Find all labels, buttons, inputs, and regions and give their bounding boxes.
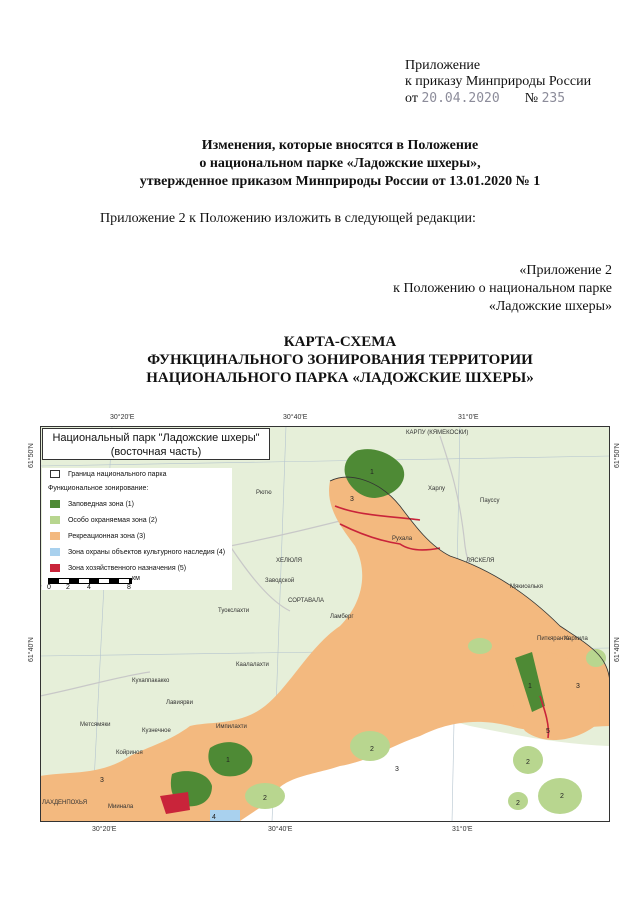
place-lambert: Ламберг: [330, 614, 354, 620]
place-sortavala: СОРТАВАЛА: [288, 598, 324, 604]
scale-unit: км: [132, 575, 140, 582]
coord-bottom-1: 30°20'E: [92, 826, 117, 833]
legend-zone2-label: Особо охраняемая зона (2): [67, 516, 158, 524]
map-title-line3: НАЦИОНАЛЬНОГО ПАРКА «ЛАДОЖСКИЕ ШХЕРЫ»: [146, 370, 534, 386]
scale-tick-0: 0: [47, 584, 51, 591]
zone-label: 2: [560, 793, 564, 800]
map-box-title-line1: Национальный парк "Ладожские шхеры": [52, 432, 260, 444]
zone-label: 1: [226, 757, 230, 764]
place-zavodskoy: Заводской: [265, 578, 295, 584]
place-kharju: Харлу: [428, 486, 445, 492]
place-pitkyaranta: Питкяранта: [537, 636, 570, 642]
place-rauhala: Рухала: [392, 536, 413, 542]
place-koirinoja: Койриноя: [116, 750, 143, 756]
annex-line1: «Приложение 2: [519, 263, 612, 278]
place-myakiselkya: Мякиселькя: [510, 584, 543, 590]
coord-bottom-3: 31°0'E: [452, 826, 473, 833]
coord-top-1: 30°20'E: [110, 414, 135, 421]
map-title-line2: ФУНКЦИНАЛЬНОГО ЗОНИРОВАНИЯ ТЕРРИТОРИИ: [147, 352, 533, 368]
coord-top-3: 31°0'E: [458, 414, 479, 421]
zone-label: 3: [395, 766, 399, 773]
zone-label: 2: [526, 759, 530, 766]
map-frame: [40, 426, 610, 822]
date-value: 20.04.2020: [421, 91, 500, 106]
legend-zone1-label: Заповедная зона (1): [67, 500, 134, 508]
coord-right-2: 61°40'N: [614, 637, 621, 662]
place-vyartsilya: Хархила: [564, 636, 588, 642]
coord-right-1: 61°50'N: [614, 443, 621, 468]
zone-label: 4: [212, 814, 216, 821]
coord-left-2: 61°40'N: [28, 637, 35, 662]
number-prefix: №: [524, 91, 539, 106]
place-lavanzhe: Лавиярви: [166, 700, 193, 706]
zone-label: 2: [516, 800, 520, 807]
place-kaalamo: Каалалахти: [236, 662, 269, 668]
map-box-title-line2: (восточная часть): [110, 446, 202, 458]
place-lakhdenpokhya: ЛАХДЕНПОХЬЯ: [42, 800, 88, 806]
coord-top-2: 30°40'E: [283, 414, 308, 421]
legend-boundary-label: Граница национального парка: [67, 470, 167, 478]
intro-text: Приложение 2 к Положению изложить в следующей редакции:: [100, 211, 476, 226]
place-metsyamyaki: Метсямяки: [80, 722, 111, 728]
zone-label: 2: [263, 795, 267, 802]
doc-title-line3: утвержденное приказом Минприроды России от 13.01.2020 № 1: [139, 174, 541, 189]
zone-label: 1: [528, 683, 532, 690]
place-karpu: КАРПУ (КЯМЕКОСКИ): [406, 430, 469, 436]
place-kuznechnoe: Кузнечное: [142, 728, 171, 734]
header-line1: Приложение: [405, 58, 481, 73]
zone-label: 2: [370, 746, 374, 753]
place-paussu: Пауссу: [480, 498, 500, 504]
header-line2: к приказу Минприроды России: [405, 74, 592, 89]
number-value: 235: [541, 91, 566, 106]
legend-heading: Функциональное зонирование:: [48, 485, 149, 492]
map-title-line1: КАРТА-СХЕМА: [283, 334, 397, 350]
coord-bottom-2: 30°40'E: [268, 826, 293, 833]
doc-title-line1: Изменения, которые вносятся в Положение: [201, 138, 479, 153]
legend-zone4-label: Зона охраны объектов культурного наследия (4): [67, 548, 226, 556]
annex-line3: «Ладожские шхеры»: [488, 299, 612, 314]
legend-zone5-label: Зона хозяйственного назначения (5): [67, 564, 187, 572]
place-impilahti: Импилахти: [216, 724, 247, 730]
date-prefix: от: [405, 91, 418, 106]
place-miinala: Миинала: [108, 804, 134, 810]
place-lyaskelya: ЛЯСКЕЛЯ: [466, 558, 495, 564]
place-kuokkaniemi: Кухаппакакко: [132, 678, 170, 684]
place-ryutyu: Рютю: [256, 490, 272, 496]
scale-tick-8: 8: [127, 584, 131, 591]
zone-label: 3: [350, 496, 354, 503]
doc-title-line2: о национальном парке «Ладожские шхеры»,: [199, 156, 481, 171]
annex-line2: к Положению о национальном парке: [393, 281, 612, 296]
place-helyulya: ХЕЛЮЛЯ: [276, 558, 303, 564]
scale-tick-2: 2: [66, 584, 70, 591]
scale-tick-4: 4: [87, 584, 91, 591]
zone-label: 1: [370, 469, 374, 476]
place-tuokslahti: Туокслахти: [218, 608, 250, 614]
zone-label: 3: [576, 683, 580, 690]
zone-label: 3: [100, 777, 104, 784]
zone-label: 5: [546, 728, 550, 735]
header-date-line: [405, 90, 565, 107]
legend-zone3-label: Рекреационная зона (3): [67, 532, 146, 540]
coord-left-1: 61°50'N: [28, 443, 35, 468]
